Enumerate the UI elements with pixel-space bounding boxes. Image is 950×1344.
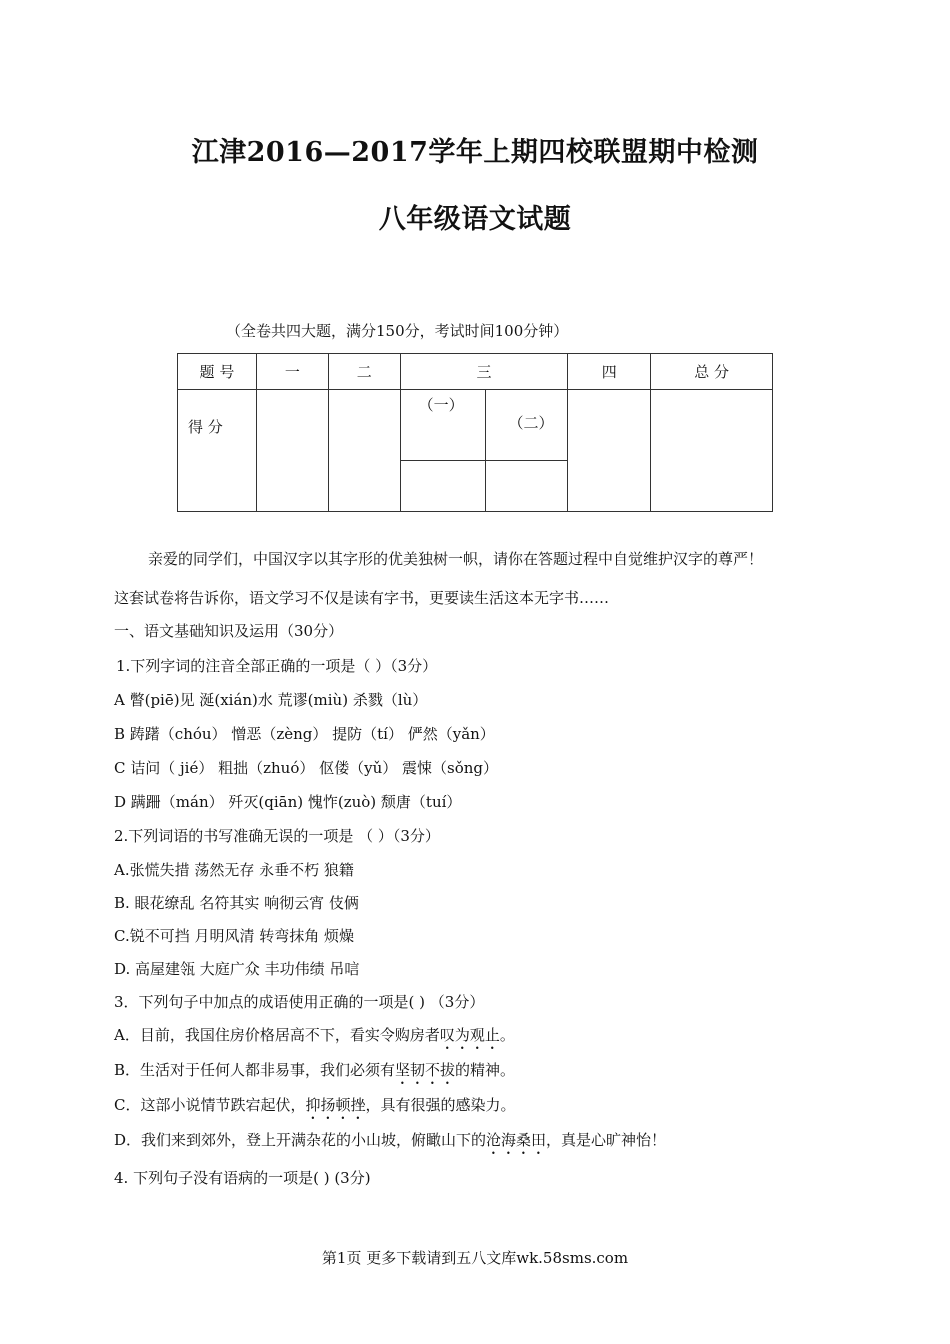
q4-stem: 4. 下列句子没有语病的一项是( ) (3分) (114, 1169, 371, 1187)
score-head-2: 二 (328, 354, 400, 390)
score-cell-total (651, 390, 773, 512)
page-footer: 第1页 更多下载请到五八文库wk.58sms.com (321, 1249, 629, 1267)
q2-stem: 2.下列词语的书写准确无误的一项是 （ ）（3分） (114, 827, 440, 845)
q2-option-d: D. 高屋建瓴 大庭广众 丰功伟绩 吊唁 (114, 960, 360, 978)
score-row-label: 得 分 (178, 390, 257, 512)
score-head-4: 四 (568, 354, 651, 390)
q3-d-text: D．我们来到郊外，登上开满杂花的小山坡，俯瞰山下的 (114, 1131, 487, 1149)
score-head-1: 一 (256, 354, 328, 390)
score-cell-4 (568, 390, 651, 512)
score-sub-2 (486, 390, 568, 461)
q3-stem: 3．下列句子中加点的成语使用正确的一项是( ) （3分） (114, 993, 485, 1011)
q2-option-c: C.锐不可挡 月明风清 转弯抹角 烦燥 (114, 927, 355, 945)
q3-option-c (114, 1094, 516, 1123)
score-sub-1-label: （一） (418, 396, 464, 414)
q1-stem: 1.下列字词的注音全部正确的一项是（ ）（3分） (116, 657, 438, 675)
q2-option-b: B. 眼花缭乱 名符其实 响彻云宵 伎俩 (114, 894, 359, 912)
score-cell-2 (328, 390, 400, 512)
q3-option-b (114, 1059, 515, 1088)
q3-b-text: B．生活对于任何人都非易事，我们必须有 (114, 1061, 396, 1079)
q3-c-end: ，具有很强的感染力。 (365, 1096, 516, 1114)
q3-d-idiom: 沧海桑田 (486, 1131, 547, 1149)
score-cell-3-1 (400, 461, 486, 512)
score-cell-3-2 (486, 461, 568, 512)
q1-option-a: A 瞥(piē)见 涎(xián)水 荒谬(miù) 杀戮（lù） (114, 691, 428, 709)
score-table (177, 353, 773, 512)
q3-option-a (114, 1024, 515, 1053)
exam-title-line1: 江津2016—2017学年上期四校联盟期中检测 (191, 137, 759, 168)
q3-d-end: ，真是心旷神怡！ (546, 1131, 667, 1149)
intro-line-1: 亲爱的同学们，中国汉字以其字形的优美独树一帜，请你在答题过程中自觉维护汉字的尊严！ (148, 550, 764, 568)
q3-a-end: 。 (499, 1026, 515, 1044)
score-head-3: 三 (400, 354, 568, 390)
q3-a-idiom: 叹为观止 (439, 1026, 500, 1044)
q2-option-a: A.张慌失措 荡然无存 永垂不朽 狼籍 (114, 861, 354, 879)
q1-option-c: C 诘问（ jié） 粗拙（zhuó） 伛偻（yǔ） 震悚（sǒng） (114, 759, 499, 777)
q1-option-d: D 蹒跚（mán） 歼灭(qiān) 愧怍(zuò) 颓唐（tuí） (114, 793, 462, 811)
q3-c-idiom: 抑扬顿挫 (305, 1096, 366, 1114)
q3-c-text: C．这部小说情节跌宕起伏， (114, 1096, 306, 1114)
q3-b-end: 的精神。 (455, 1061, 516, 1079)
score-sub-2-label: （二） (508, 414, 554, 432)
score-head-total: 总 分 (651, 354, 773, 390)
q3-option-d (114, 1129, 666, 1158)
q3-b-idiom: 坚韧不拔 (395, 1061, 456, 1079)
q3-a-text: A．目前，我国住房价格居高不下，看实令购房者 (114, 1026, 440, 1044)
intro-line-2: 这套试卷将告诉你，语文学习不仅是读有字书，更要读生活这本无字书…… (114, 589, 610, 607)
exam-title-line2: 八年级语文试题 (378, 204, 572, 235)
exam-note: （全卷共四大题，满分150分，考试时间100分钟） (226, 322, 569, 340)
score-head-label: 题 号 (178, 354, 257, 390)
score-cell-1 (256, 390, 328, 512)
q1-option-b: B 踌躇（chóu） 憎恶（zèng） 提防（tí） 俨然（yǎn） (114, 725, 495, 743)
section-1-heading: 一、语文基础知识及运用（30分） (114, 622, 344, 640)
score-sub-1 (400, 390, 486, 461)
